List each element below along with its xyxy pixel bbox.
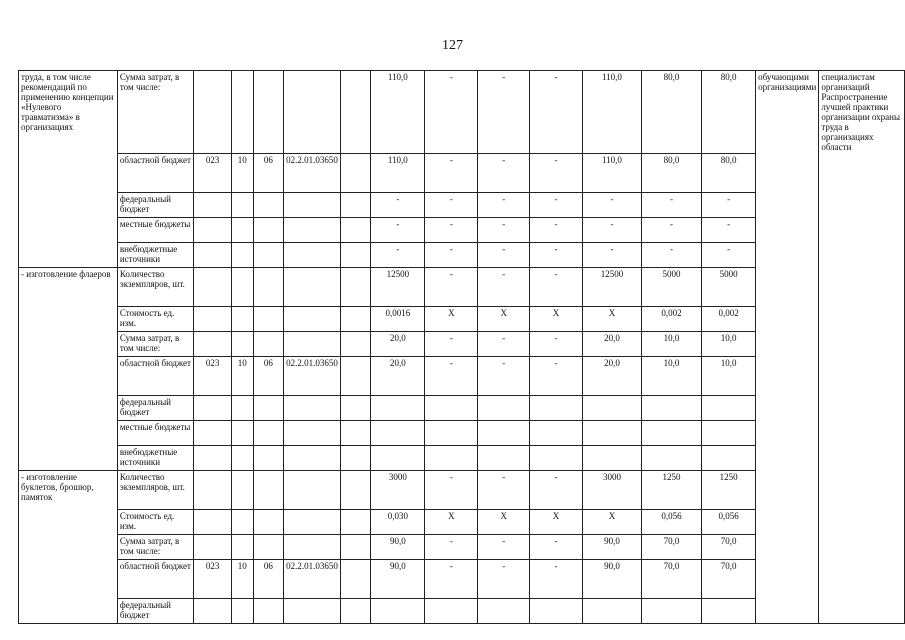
y5-cell: 0,002 <box>642 306 702 331</box>
measure-name-cell <box>19 509 118 534</box>
grbs-cell <box>194 598 231 623</box>
table-row <box>19 71 905 154</box>
executor-cell <box>756 559 819 598</box>
table-row <box>19 356 905 395</box>
csr-cell <box>284 71 341 154</box>
rz-cell <box>231 470 253 509</box>
result-cell <box>819 192 905 217</box>
rz-cell <box>231 217 253 242</box>
rz-cell <box>231 420 253 445</box>
table-row <box>19 267 905 306</box>
pr-cell <box>253 598 284 623</box>
vr-cell <box>340 192 370 217</box>
grbs-cell <box>194 395 231 420</box>
y3-cell: - <box>530 534 583 559</box>
y2-cell: - <box>478 192 530 217</box>
y3-cell: Х <box>530 509 583 534</box>
rz-cell <box>231 509 253 534</box>
y2-cell: Х <box>478 306 530 331</box>
total-cell: 12500 <box>371 267 425 306</box>
y2-cell: - <box>478 267 530 306</box>
grbs-cell: 023 <box>194 153 231 192</box>
y4-cell <box>582 395 641 420</box>
y1-cell <box>425 395 478 420</box>
y4-cell: 3000 <box>582 470 641 509</box>
y5-cell: - <box>642 242 702 267</box>
grbs-cell <box>194 470 231 509</box>
vr-cell <box>340 267 370 306</box>
y3-cell: - <box>530 267 583 306</box>
y3-cell: - <box>530 71 583 154</box>
csr-cell <box>284 306 341 331</box>
vr-cell <box>340 395 370 420</box>
y4-cell: 90,0 <box>582 534 641 559</box>
grbs-cell <box>194 445 231 470</box>
executor-cell <box>756 534 819 559</box>
vr-cell <box>340 242 370 267</box>
y5-cell: 0,056 <box>642 509 702 534</box>
grbs-cell <box>194 509 231 534</box>
y2-cell: - <box>478 242 530 267</box>
rz-cell: 10 <box>231 153 253 192</box>
table-row <box>19 598 905 623</box>
executor-cell: обучающими организациями <box>756 71 819 154</box>
vr-cell <box>340 306 370 331</box>
measure-name-cell <box>19 395 118 420</box>
table-row <box>19 153 905 192</box>
pr-cell <box>253 534 284 559</box>
vr-cell <box>340 534 370 559</box>
y1-cell <box>425 420 478 445</box>
measure-name-cell: труда, в том числе рекомендаций по применению концепции «Нулевого травматизма» в организациях <box>19 71 118 154</box>
csr-cell <box>284 267 341 306</box>
csr-cell <box>284 217 341 242</box>
y3-cell <box>530 598 583 623</box>
indicator-cell: федеральный бюджет <box>117 395 194 420</box>
measure-name-cell <box>19 217 118 242</box>
indicator-cell: областной бюджет <box>117 559 194 598</box>
total-cell: 90,0 <box>371 534 425 559</box>
rz-cell: 10 <box>231 356 253 395</box>
indicator-cell: федеральный бюджет <box>117 192 194 217</box>
total-cell: 110,0 <box>371 153 425 192</box>
y1-cell: - <box>425 153 478 192</box>
total-cell: 110,0 <box>371 71 425 154</box>
indicator-cell: Сумма затрат, в том числе: <box>117 331 194 356</box>
y6-cell <box>702 445 756 470</box>
rz-cell: 10 <box>231 559 253 598</box>
y2-cell: - <box>478 559 530 598</box>
y5-cell <box>642 420 702 445</box>
pr-cell: 06 <box>253 356 284 395</box>
y3-cell: - <box>530 356 583 395</box>
y3-cell: - <box>530 242 583 267</box>
csr-cell <box>284 192 341 217</box>
result-cell <box>819 598 905 623</box>
y6-cell: 5000 <box>702 267 756 306</box>
indicator-cell: Стоимость ед. изм. <box>117 306 194 331</box>
budget-table <box>18 70 905 624</box>
total-cell: 90,0 <box>371 559 425 598</box>
table-row <box>19 217 905 242</box>
y3-cell <box>530 395 583 420</box>
y2-cell: - <box>478 331 530 356</box>
y6-cell: 10,0 <box>702 331 756 356</box>
y2-cell: - <box>478 470 530 509</box>
grbs-cell <box>194 267 231 306</box>
vr-cell <box>340 356 370 395</box>
y6-cell: - <box>702 192 756 217</box>
y2-cell: - <box>478 217 530 242</box>
rz-cell <box>231 395 253 420</box>
total-cell: 20,0 <box>371 356 425 395</box>
y4-cell: Х <box>582 509 641 534</box>
indicator-cell: Сумма затрат, в том числе: <box>117 71 194 154</box>
rz-cell <box>231 331 253 356</box>
csr-cell: 02.2.01.03650 <box>284 153 341 192</box>
y6-cell: 70,0 <box>702 559 756 598</box>
y1-cell: - <box>425 71 478 154</box>
total-cell <box>371 395 425 420</box>
y3-cell <box>530 420 583 445</box>
table-row <box>19 306 905 331</box>
executor-cell <box>756 356 819 395</box>
rz-cell <box>231 71 253 154</box>
indicator-cell: местные бюджеты <box>117 217 194 242</box>
y5-cell: 70,0 <box>642 559 702 598</box>
executor-cell <box>756 192 819 217</box>
y6-cell <box>702 395 756 420</box>
y5-cell: - <box>642 192 702 217</box>
measure-name-cell <box>19 306 118 331</box>
result-cell <box>819 356 905 395</box>
grbs-cell <box>194 534 231 559</box>
result-cell <box>819 267 905 306</box>
pr-cell <box>253 470 284 509</box>
pr-cell <box>253 420 284 445</box>
table-row <box>19 534 905 559</box>
indicator-cell: Стоимость ед. изм. <box>117 509 194 534</box>
rz-cell <box>231 445 253 470</box>
rz-cell <box>231 534 253 559</box>
pr-cell: 06 <box>253 559 284 598</box>
y5-cell: 70,0 <box>642 534 702 559</box>
y4-cell: 20,0 <box>582 331 641 356</box>
y3-cell: - <box>530 153 583 192</box>
y6-cell: - <box>702 217 756 242</box>
measure-name-cell <box>19 331 118 356</box>
y6-cell: 70,0 <box>702 534 756 559</box>
vr-cell <box>340 445 370 470</box>
grbs-cell <box>194 331 231 356</box>
y3-cell: - <box>530 331 583 356</box>
total-cell: 0,0016 <box>371 306 425 331</box>
indicator-cell: областной бюджет <box>117 356 194 395</box>
y6-cell: 0,002 <box>702 306 756 331</box>
pr-cell <box>253 509 284 534</box>
rz-cell <box>231 306 253 331</box>
vr-cell <box>340 331 370 356</box>
result-cell <box>819 331 905 356</box>
y1-cell: - <box>425 242 478 267</box>
y5-cell: 10,0 <box>642 331 702 356</box>
y4-cell: Х <box>582 306 641 331</box>
y5-cell: - <box>642 217 702 242</box>
pr-cell <box>253 242 284 267</box>
csr-cell <box>284 420 341 445</box>
y4-cell: - <box>582 242 641 267</box>
result-cell <box>819 534 905 559</box>
vr-cell <box>340 470 370 509</box>
y1-cell: - <box>425 559 478 598</box>
csr-cell <box>284 470 341 509</box>
measure-name-cell <box>19 534 118 559</box>
y6-cell: 10,0 <box>702 356 756 395</box>
table-row <box>19 445 905 470</box>
total-cell: - <box>371 217 425 242</box>
table-row <box>19 470 905 509</box>
measure-name-cell <box>19 153 118 192</box>
result-cell <box>819 153 905 192</box>
executor-cell <box>756 445 819 470</box>
indicator-cell: областной бюджет <box>117 153 194 192</box>
csr-cell <box>284 331 341 356</box>
y2-cell: - <box>478 534 530 559</box>
result-cell <box>819 306 905 331</box>
grbs-cell <box>194 306 231 331</box>
y3-cell: Х <box>530 306 583 331</box>
executor-cell <box>756 217 819 242</box>
pr-cell <box>253 71 284 154</box>
y1-cell <box>425 445 478 470</box>
y1-cell <box>425 598 478 623</box>
pr-cell <box>253 267 284 306</box>
total-cell <box>371 445 425 470</box>
result-cell <box>819 395 905 420</box>
y6-cell: 1250 <box>702 470 756 509</box>
y6-cell <box>702 598 756 623</box>
grbs-cell <box>194 242 231 267</box>
csr-cell <box>284 242 341 267</box>
y5-cell: 1250 <box>642 470 702 509</box>
y1-cell: Х <box>425 509 478 534</box>
table-row <box>19 395 905 420</box>
csr-cell: 02.2.01.03650 <box>284 356 341 395</box>
y1-cell: - <box>425 534 478 559</box>
result-cell <box>819 242 905 267</box>
y3-cell: - <box>530 217 583 242</box>
vr-cell <box>340 509 370 534</box>
y5-cell: 80,0 <box>642 153 702 192</box>
executor-cell <box>756 509 819 534</box>
total-cell <box>371 598 425 623</box>
result-cell <box>819 509 905 534</box>
y1-cell: - <box>425 217 478 242</box>
table-row <box>19 559 905 598</box>
indicator-cell: Количество экземпляров, шт. <box>117 470 194 509</box>
pr-cell <box>253 192 284 217</box>
executor-cell <box>756 598 819 623</box>
table-row <box>19 331 905 356</box>
y1-cell: - <box>425 470 478 509</box>
vr-cell <box>340 598 370 623</box>
executor-cell <box>756 331 819 356</box>
y4-cell: 110,0 <box>582 153 641 192</box>
grbs-cell <box>194 71 231 154</box>
measure-name-cell <box>19 445 118 470</box>
y5-cell: 10,0 <box>642 356 702 395</box>
y2-cell: - <box>478 356 530 395</box>
y3-cell: - <box>530 470 583 509</box>
pr-cell <box>253 331 284 356</box>
y2-cell <box>478 598 530 623</box>
executor-cell <box>756 153 819 192</box>
page-number: 127 <box>442 38 463 53</box>
y2-cell <box>478 445 530 470</box>
y4-cell: - <box>582 217 641 242</box>
table-row <box>19 420 905 445</box>
y5-cell <box>642 395 702 420</box>
pr-cell: 06 <box>253 153 284 192</box>
y4-cell: 12500 <box>582 267 641 306</box>
y2-cell <box>478 395 530 420</box>
indicator-cell: внебюджетные источники <box>117 445 194 470</box>
indicator-cell: федеральный бюджет <box>117 598 194 623</box>
y4-cell <box>582 598 641 623</box>
y4-cell: - <box>582 192 641 217</box>
measure-name-cell <box>19 559 118 598</box>
executor-cell <box>756 420 819 445</box>
rz-cell <box>231 598 253 623</box>
vr-cell <box>340 559 370 598</box>
indicator-cell: Сумма затрат, в том числе: <box>117 534 194 559</box>
measure-name-cell <box>19 356 118 395</box>
y3-cell: - <box>530 192 583 217</box>
y5-cell: 80,0 <box>642 71 702 154</box>
y4-cell: 110,0 <box>582 71 641 154</box>
y3-cell <box>530 445 583 470</box>
grbs-cell: 023 <box>194 356 231 395</box>
y5-cell: 5000 <box>642 267 702 306</box>
executor-cell <box>756 306 819 331</box>
y5-cell <box>642 445 702 470</box>
y6-cell: 0,056 <box>702 509 756 534</box>
grbs-cell <box>194 217 231 242</box>
grbs-cell <box>194 420 231 445</box>
measure-name-cell <box>19 420 118 445</box>
total-cell: 0,030 <box>371 509 425 534</box>
indicator-cell: внебюджетные источники <box>117 242 194 267</box>
csr-cell <box>284 598 341 623</box>
y4-cell: 90,0 <box>582 559 641 598</box>
executor-cell <box>756 242 819 267</box>
pr-cell <box>253 445 284 470</box>
rz-cell <box>231 192 253 217</box>
vr-cell <box>340 217 370 242</box>
y4-cell <box>582 420 641 445</box>
grbs-cell <box>194 192 231 217</box>
y4-cell: 20,0 <box>582 356 641 395</box>
y6-cell <box>702 420 756 445</box>
total-cell: - <box>371 192 425 217</box>
y2-cell: - <box>478 153 530 192</box>
table-row <box>19 192 905 217</box>
rz-cell <box>231 267 253 306</box>
measure-name-cell: - изготовление буклетов, брошюр, памяток <box>19 470 118 509</box>
vr-cell <box>340 420 370 445</box>
csr-cell: 02.2.01.03650 <box>284 559 341 598</box>
executor-cell <box>756 470 819 509</box>
vr-cell <box>340 153 370 192</box>
csr-cell <box>284 445 341 470</box>
y2-cell: Х <box>478 509 530 534</box>
table-row <box>19 509 905 534</box>
indicator-cell: Количество экземпляров, шт. <box>117 267 194 306</box>
result-cell <box>819 445 905 470</box>
csr-cell <box>284 534 341 559</box>
y3-cell: - <box>530 559 583 598</box>
total-cell <box>371 420 425 445</box>
pr-cell <box>253 395 284 420</box>
y1-cell: Х <box>425 306 478 331</box>
measure-name-cell <box>19 242 118 267</box>
y1-cell: - <box>425 192 478 217</box>
result-cell: специалистам организаций Распространение лучшей практики организации охраны труда в организациях области <box>819 71 905 154</box>
indicator-cell: местные бюджеты <box>117 420 194 445</box>
total-cell: - <box>371 242 425 267</box>
total-cell: 3000 <box>371 470 425 509</box>
y2-cell <box>478 420 530 445</box>
pr-cell <box>253 306 284 331</box>
y2-cell: - <box>478 71 530 154</box>
executor-cell <box>756 395 819 420</box>
vr-cell <box>340 71 370 154</box>
measure-name-cell: - изготовление флаеров <box>19 267 118 306</box>
y6-cell: 80,0 <box>702 71 756 154</box>
table-row <box>19 242 905 267</box>
csr-cell <box>284 509 341 534</box>
y6-cell: 80,0 <box>702 153 756 192</box>
y5-cell <box>642 598 702 623</box>
result-cell <box>819 420 905 445</box>
measure-name-cell <box>19 598 118 623</box>
measure-name-cell <box>19 192 118 217</box>
executor-cell <box>756 267 819 306</box>
y1-cell: - <box>425 267 478 306</box>
result-cell <box>819 217 905 242</box>
y6-cell: - <box>702 242 756 267</box>
pr-cell <box>253 217 284 242</box>
total-cell: 20,0 <box>371 331 425 356</box>
result-cell <box>819 559 905 598</box>
grbs-cell: 023 <box>194 559 231 598</box>
rz-cell <box>231 242 253 267</box>
y1-cell: - <box>425 356 478 395</box>
y4-cell <box>582 445 641 470</box>
csr-cell <box>284 395 341 420</box>
result-cell <box>819 470 905 509</box>
y1-cell: - <box>425 331 478 356</box>
